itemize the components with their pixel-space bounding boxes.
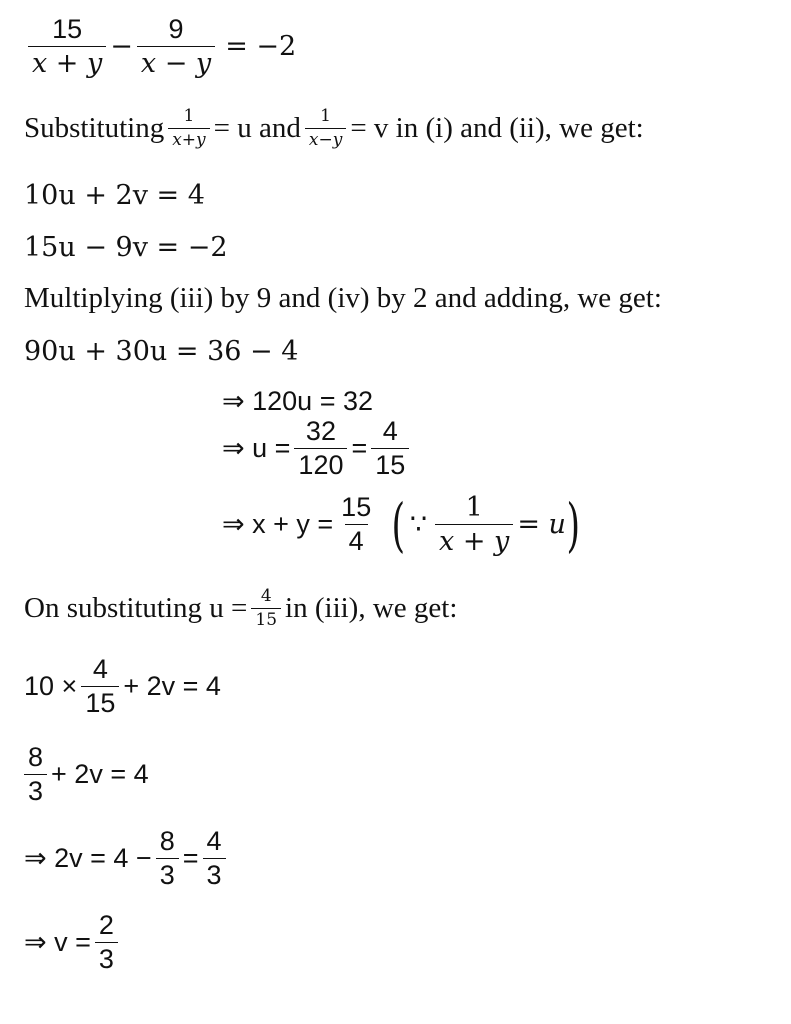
fraction-15-over-4: $\frac{15}{4}$ xyxy=(341,492,372,556)
fraction-1-over-x-plus-y: $\frac{1}{x+y}$ xyxy=(168,108,209,149)
fraction-1-over-x-minus-y: $\frac{1}{x-y}$ xyxy=(305,108,346,149)
equation-iv: 15u − 9v = −2 xyxy=(24,232,228,263)
fraction-9-over-x-minus-y: $\frac{9}{x - y}$ xyxy=(137,16,215,77)
fraction-4-over-3: $\frac{4}{3}$ xyxy=(203,828,226,889)
equation-10-times: 10 × $\frac{4}{15}$ + 2v = 4 xyxy=(24,654,221,718)
substituting-u-statement: On substituting u = $\frac{4}{15}$ in (iii), we get: xyxy=(24,586,458,630)
fraction-4-over-15: $\frac{4}{15}$ xyxy=(81,656,119,717)
fraction-4-over-15: $\frac{4}{15}$ xyxy=(371,418,409,479)
equation-u-value: ⇒ u = $\frac{32}{120}$ = $\frac{4}{15}$ xyxy=(222,418,413,479)
fraction-4-over-15-small: $\frac{4}{15}$ xyxy=(251,588,281,629)
multiplying-statement: Multiplying (iii) by 9 and (iv) by 2 and adding, we get: xyxy=(24,282,662,314)
equation-2v: ⇒ 2v = 4 − $\frac{8}{3}$ = $\frac{4}{3}$ xyxy=(24,828,230,889)
equation-iii: 10u + 2v = 4 xyxy=(24,180,205,211)
fraction-1-over-x-plus-y: $\frac{1}{x + y}$ xyxy=(435,494,513,555)
because-symbol: ∵ xyxy=(409,509,428,540)
fraction-32-over-120: $\frac{32}{120}$ xyxy=(294,418,347,479)
open-paren: ( xyxy=(391,490,406,559)
equation-sum: 90u + 30u = 36 − 4 xyxy=(24,336,299,367)
equation-rhs: = −2 xyxy=(225,31,297,62)
fraction-15-over-x-plus-y: $\frac{15}{x + y}$ xyxy=(28,16,106,77)
minus-sign: − xyxy=(110,31,133,62)
equation-line-1 xyxy=(24,16,296,77)
fraction-8-over-3: $\frac{8}{3}$ xyxy=(156,828,179,889)
substitution-statement: Substituting $\frac{1}{x+y}$ = u and $\frac{1}{x-y}$ = v in (i) and (ii), we get: xyxy=(24,106,644,150)
close-paren: ) xyxy=(566,490,581,559)
equation-x-plus-y: ⇒ x + y = $\frac{15}{4}$ ( ∵ $\frac{1}{x + y}$ = u ) xyxy=(222,490,581,559)
equation-v-value: ⇒ v = $\frac{2}{3}$ xyxy=(24,912,122,973)
fraction-2-over-3: $\frac{2}{3}$ xyxy=(95,912,118,973)
fraction-8-over-3: $\frac{8}{3}$ xyxy=(24,744,47,805)
equation-8-over-3: $\frac{8}{3}$ + 2v = 4 xyxy=(24,744,149,805)
equation-120u: ⇒ 120u = 32 xyxy=(222,386,373,416)
